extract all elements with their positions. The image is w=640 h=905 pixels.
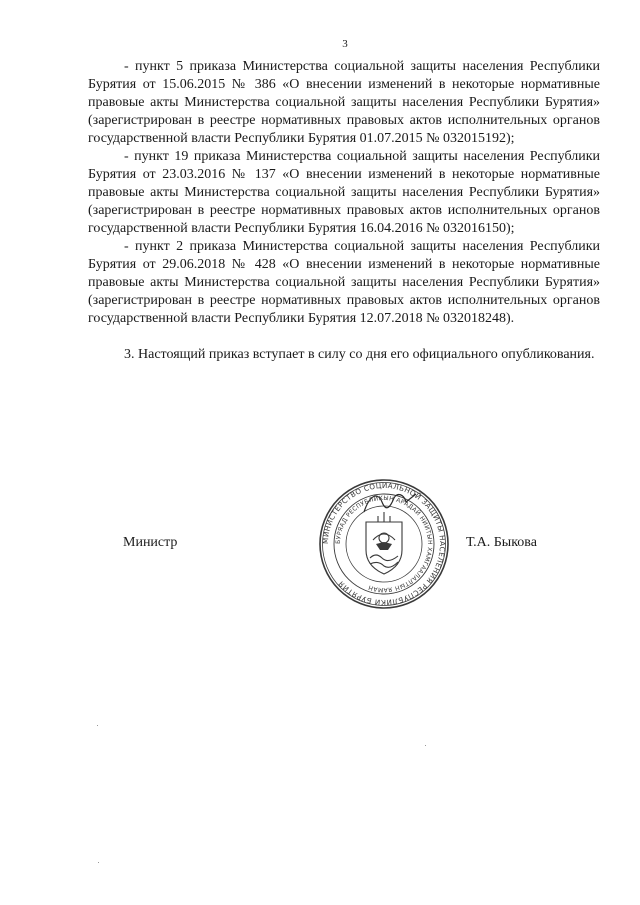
page-number: 3 (342, 38, 348, 50)
text-line: Республики Бурятия» (зарегистрирован в реестре нормативных правовых актов (88, 275, 601, 308)
text-line: опубликования. (501, 347, 595, 362)
seal-emblem-fill (376, 542, 392, 550)
seal-outer-text: МИНИСТЕРСТВО СОЦИАЛЬНОЙ ЗАЩИТЫ НАСЕЛЕНИЯ РЕСПУБЛИКИ БУРЯТИЯ (320, 480, 448, 608)
paragraph-repeal-item-3 (88, 238, 600, 328)
text-line: - пункт 19 приказа Министерства социальной защиты населения (124, 149, 525, 164)
text-line: - пункт 2 приказа Министерства социальной защиты населения (124, 239, 524, 254)
text-line: исполнительных органов государственной власти Республики Бурятия (88, 113, 600, 146)
text-line: Республики Бурятия» (зарегистрирован в реестре нормативных правовых актов (88, 185, 601, 218)
text-line: 12.07.2018 № 032018248). (359, 311, 515, 326)
paragraph-repeal-item-2 (88, 148, 600, 238)
text-line: нормативные правовые акты Министерства социальной защиты населения (88, 77, 601, 110)
text-line: - пункт 5 приказа Министерства социальной защиты населения (124, 59, 524, 74)
seal-inner-text: БУРЯАД РЕСПУБЛИКЫН АРАДАЙ НИИТЫН ХАМГААЛАЛТЫН ЯАМАН (334, 494, 434, 594)
text-line: Республики Бурятия от 29.06.2018 № 428 «О внесении изменений в некоторые (88, 239, 601, 272)
text-line: исполнительных органов государственной власти Республики Бурятия (88, 203, 600, 236)
text-line: нормативные правовые акты Министерства социальной защиты населения (88, 167, 601, 200)
paragraph-effective-date (88, 346, 600, 364)
text-line: 16.04.2016 № 032016150); (359, 221, 515, 236)
text-line: Республики Бурятия от 23.03.2016 № 137 «О внесении изменений в некоторые (88, 149, 601, 182)
document-body (88, 58, 600, 364)
text-line: исполнительных органов государственной власти Республики Бурятия (88, 293, 600, 326)
signatory-title: Министр (123, 535, 178, 550)
text-line: 01.07.2015 № 032015192); (359, 131, 515, 146)
handwritten-signature (360, 488, 420, 518)
text-line: нормативные правовые акты Министерства социальной защиты населения (88, 257, 601, 290)
scan-speck (98, 862, 99, 863)
scan-speck (97, 725, 98, 726)
text-line: Республики Бурятия» (зарегистрирован в реестре нормативных правовых актов (88, 95, 601, 128)
paragraph-repeal-item-1 (88, 58, 600, 148)
signatory-name: Т.А. Быкова (466, 535, 537, 550)
scan-speck (425, 745, 426, 746)
text-line: 3. Настоящий приказ вступает в силу со дня его официального (124, 347, 498, 362)
text-line: Республики Бурятия от 15.06.2015 № 386 «О внесении изменений в некоторые (88, 59, 601, 92)
